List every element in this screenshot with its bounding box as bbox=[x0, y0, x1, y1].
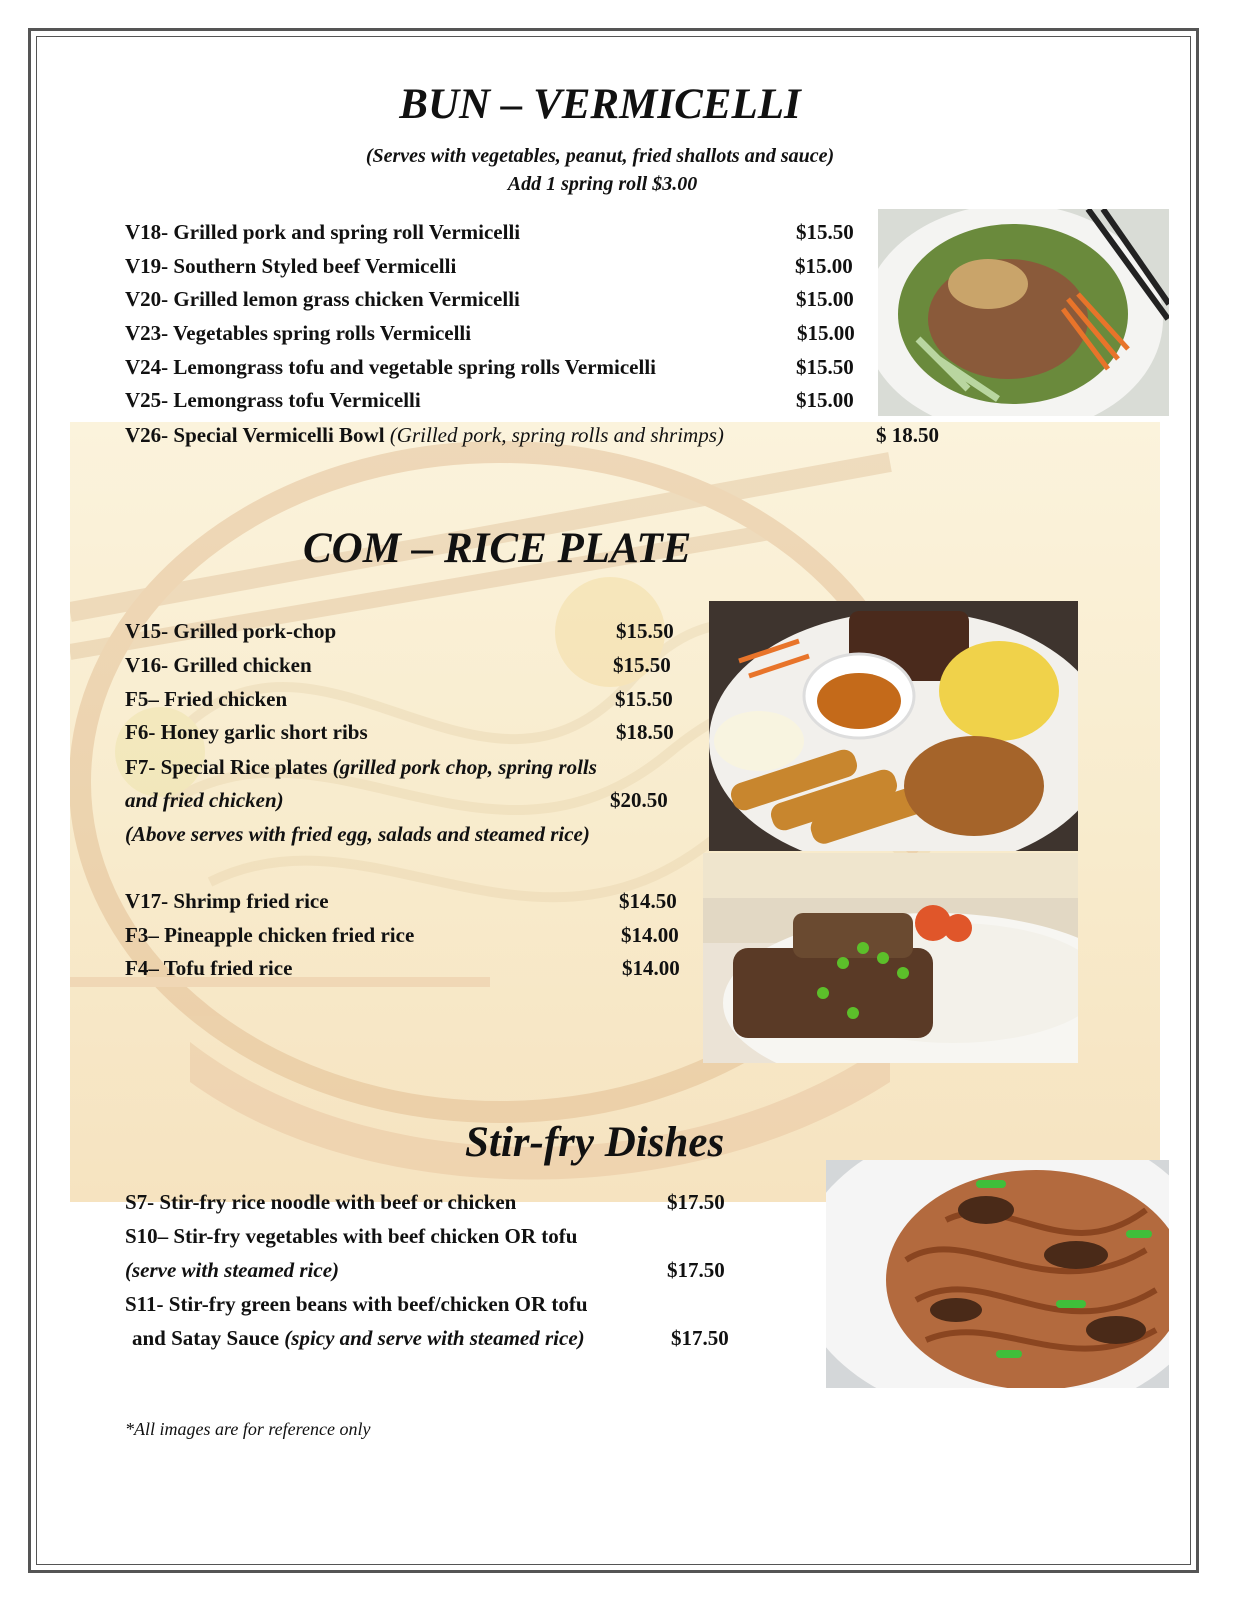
menu-item-name: S10– Stir-fry vegetables with beef chicken OR tofu bbox=[125, 1224, 578, 1248]
menu-item-price: $15.50 bbox=[616, 619, 674, 643]
menu-item-price: $15.50 bbox=[796, 355, 854, 379]
stirfry-section-title: Stir-fry Dishes bbox=[465, 1119, 725, 1166]
menu-item-name: V23- Vegetables spring rolls Vermicelli bbox=[125, 321, 472, 345]
menu-item-price: $15.00 bbox=[796, 388, 854, 412]
menu-item-name: F3– Pineapple chicken fried rice bbox=[125, 923, 415, 947]
rice-plate-serves-note: (Above serves with fried egg, salads and steamed rice) bbox=[125, 822, 590, 846]
menu-item-price: $15.50 bbox=[615, 687, 673, 711]
menu-item-name: and Satay Sauce bbox=[132, 1326, 280, 1350]
menu-item-satay bbox=[132, 1326, 585, 1351]
menu-item-name: V16- Grilled chicken bbox=[125, 653, 312, 677]
menu-item-price: $14.50 bbox=[619, 889, 677, 913]
menu-item-price: $14.00 bbox=[621, 923, 679, 947]
menu-item-price: $17.50 bbox=[667, 1190, 725, 1214]
menu-item-price: $18.50 bbox=[616, 720, 674, 744]
menu-item-name: F7- Special Rice plates bbox=[125, 755, 328, 779]
bun-spring-roll-addon: Add 1 spring roll $3.00 bbox=[507, 173, 698, 195]
menu-item-price: $15.00 bbox=[797, 321, 855, 345]
image-disclaimer: *All images are for reference only bbox=[125, 1419, 371, 1439]
bun-section-title: BUN – VERMICELLI bbox=[399, 81, 801, 128]
menu-item-name: V18- Grilled pork and spring roll Vermicelli bbox=[125, 220, 521, 244]
menu-item-price: $15.00 bbox=[796, 287, 854, 311]
menu-item-name: V19- Southern Styled beef Vermicelli bbox=[125, 254, 457, 278]
menu-item-special-rice-plate bbox=[125, 755, 597, 780]
menu-item-description: (spicy and serve with steamed rice) bbox=[284, 1326, 585, 1350]
menu-item-price: $15.50 bbox=[796, 220, 854, 244]
menu-item-price: $15.00 bbox=[795, 254, 853, 278]
menu-item-name: V24- Lemongrass tofu and vegetable spring rolls Vermicelli bbox=[125, 355, 657, 379]
vermicelli-bowl-photo bbox=[878, 209, 1169, 416]
rice-plate-photo bbox=[709, 601, 1078, 851]
menu-item-price: $ 18.50 bbox=[876, 423, 939, 447]
menu-item-name: V15- Grilled pork-chop bbox=[125, 619, 337, 643]
com-section-title: COM – RICE PLATE bbox=[303, 525, 692, 572]
menu-item-name: F4– Tofu fried rice bbox=[125, 956, 293, 980]
menu-item-price: $17.50 bbox=[671, 1326, 729, 1350]
menu-item-description: (grilled pork chop, spring rolls bbox=[332, 755, 597, 779]
bun-section-subtitle: (Serves with vegetables, peanut, fried shallots and sauce) bbox=[365, 145, 835, 167]
menu-item-name: S11- Stir-fry green beans with beef/chicken OR tofu bbox=[125, 1292, 588, 1316]
menu-item-special-vermicelli bbox=[125, 423, 724, 448]
menu-item-description: (Grilled pork, spring rolls and shrimps) bbox=[389, 423, 724, 447]
menu-item-name: S7- Stir-fry rice noodle with beef or chicken bbox=[125, 1190, 517, 1214]
menu-item-name: F6- Honey garlic short ribs bbox=[125, 720, 368, 744]
menu-item-price: $17.50 bbox=[667, 1258, 725, 1282]
short-ribs-rice-photo bbox=[703, 853, 1078, 1063]
menu-item-description: and fried chicken) bbox=[125, 788, 284, 812]
menu-item-price: $15.50 bbox=[613, 653, 671, 677]
menu-item-description: (serve with steamed rice) bbox=[125, 1258, 340, 1282]
menu-item-name: V26- Special Vermicelli Bowl bbox=[125, 423, 385, 447]
menu-item-price: $20.50 bbox=[610, 788, 668, 812]
menu-item-name: V25- Lemongrass tofu Vermicelli bbox=[125, 388, 421, 412]
menu-item-name: F5– Fried chicken bbox=[125, 687, 288, 711]
menu-item-name: V17- Shrimp fried rice bbox=[125, 889, 329, 913]
menu-item-price: $14.00 bbox=[622, 956, 680, 980]
stirfry-noodle-photo bbox=[826, 1160, 1169, 1388]
menu-item-name: V20- Grilled lemon grass chicken Vermicelli bbox=[125, 287, 520, 311]
